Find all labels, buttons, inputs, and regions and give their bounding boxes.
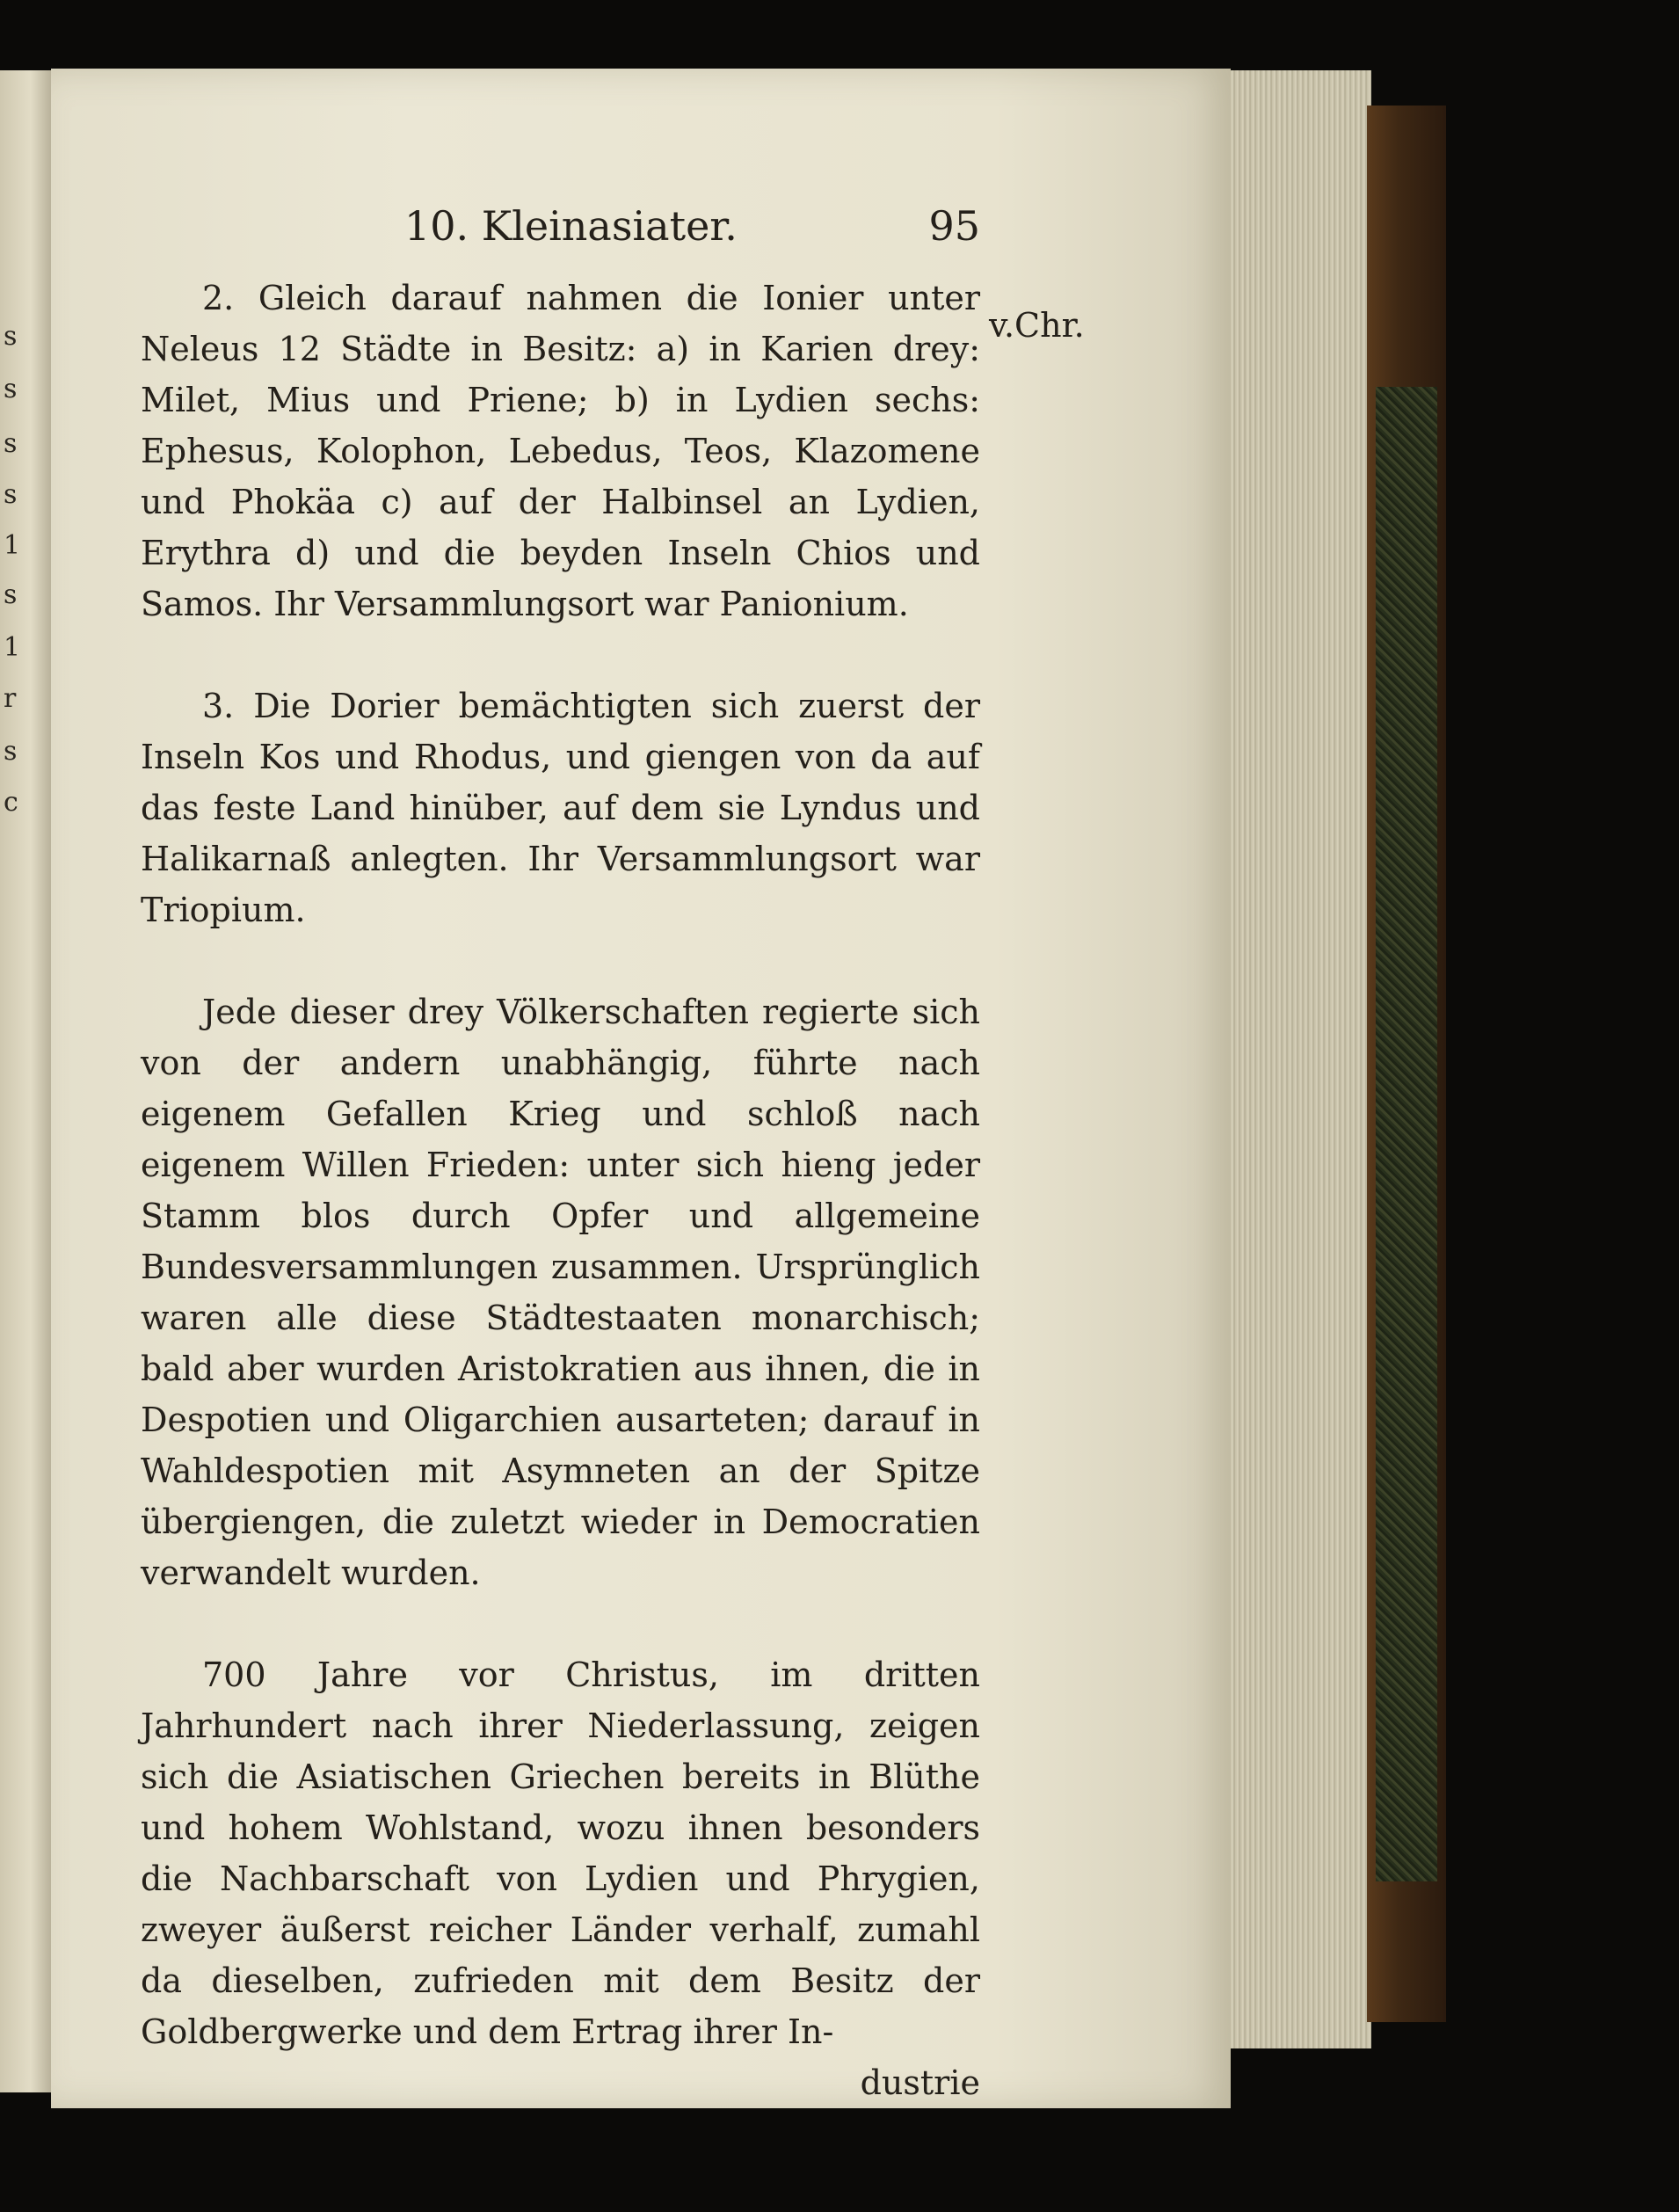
- facing-page-mark: c: [4, 787, 18, 818]
- paragraph: 3. Die Dorier bemächtigten sich zuerst der Inseln Kos und Rhodus, und giengen von da auf das feste Land hinüber, auf dem sie Lyndus und Halikarnaß anlegten. Ihr Versammlungsort war Triopium.: [141, 687, 980, 929]
- facing-page-mark: s: [4, 579, 18, 610]
- paragraph: Jede dieser drey Völkerschaften regierte sich von der andern unabhängig, führte nach eigenem Gefallen Krieg und schloß nach eigenem Willen Frieden: unter sich hieng jeder Stamm blos durch Opfer und allgemeine Bundesversammlungen zusammen. Ursprünglich waren alle diese Städtestaaten monarchisch; bald aber wurden Aristokratien aus ihnen, die in Despotien und Oligarchien ausarteten; darauf in Wahldespotien mit Asymneten an der Spitze übergiengen, die zuletzt wieder in Democratien verwandelt wurden.: [141, 993, 980, 1592]
- page-number: 95: [928, 202, 980, 250]
- paragraph: 700 Jahre vor Christus, im dritten Jahrhundert nach ihrer Niederlassung, zeigen sich die Asiatischen Griechen bereits in Blüthe und hohem Wohlstand, wozu ihnen besonders die Nachbarschaft von Lydien und Phrygien, zweyer äußerst reicher Länder verhalf, zumahl da dieselben, zufrieden mit dem Besitz der Goldbergwerke und dem Ertrag ihrer In-: [141, 1655, 980, 2051]
- catchword: dustrie: [860, 2063, 980, 2102]
- facing-page-mark: r: [4, 683, 17, 714]
- facing-page-mark: s: [4, 374, 18, 404]
- paragraph: 2. Gleich darauf nahmen die Ionier unter Neleus 12 Städte in Besitz: a) in Karien drey: Milet, Mius und Priene; b) in Lydien sechs: Ephesus, Kolophon, Lebedus, Teos, Klazomene und Phokäa c) auf der Halbinsel an Lydien, Erythra d) und die beyden Inseln Chios und Samos. Ihr Versammlungsort war Panionium.: [141, 279, 980, 623]
- running-head: 10. Kleinasiater.: [404, 202, 738, 250]
- page-edges: [1231, 70, 1371, 2048]
- margin-note: v.Chr.: [989, 306, 1085, 345]
- facing-page-mark: s: [4, 479, 18, 510]
- page-text: [141, 202, 980, 2108]
- page-header: [141, 202, 980, 273]
- marbled-cover: [1376, 387, 1437, 1881]
- facing-page-mark: s: [4, 321, 18, 352]
- facing-page-mark: 1: [4, 632, 21, 663]
- facing-page-mark: s: [4, 736, 18, 767]
- facing-page-mark: s: [4, 428, 18, 459]
- facing-page-mark: 1: [4, 530, 21, 561]
